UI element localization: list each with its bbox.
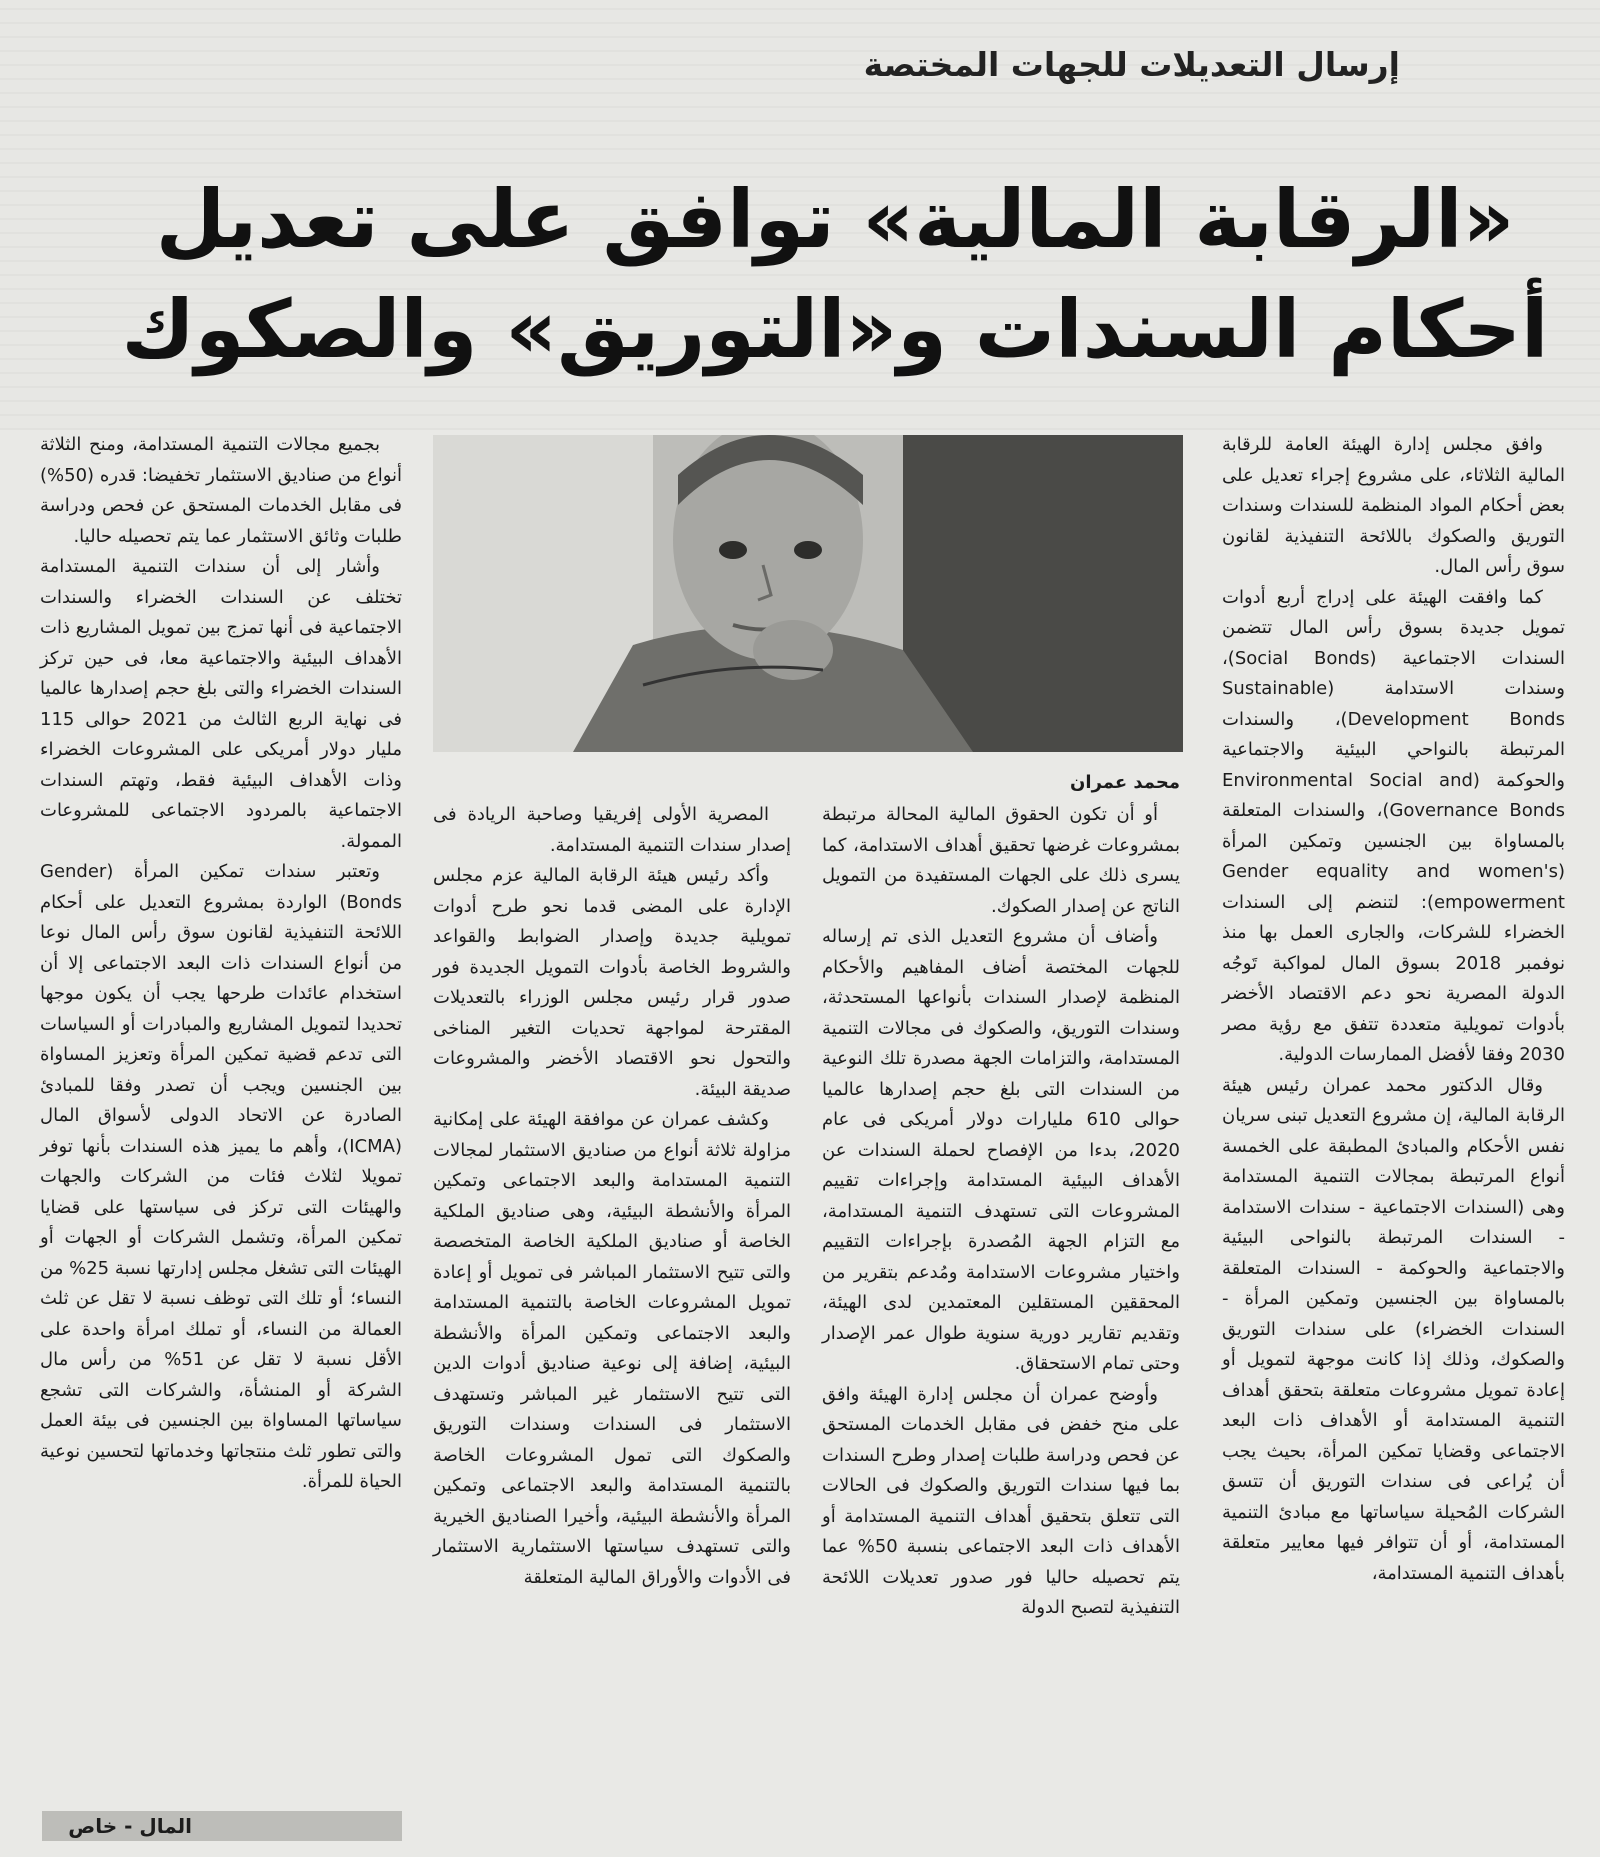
paragraph: وتعتبر سندات تمكين المرأة (Gender Bonds) الواردة بمشروع التعديل على أحكام اللائحة التنفيذية لقانون سوق رأس المال نوعا من أنواع السندات ذات البعد الاجتماعى إلا أن استخدام عائدات طرحها يجب أن يكون موجها تحديدا لتمويل المشاريع والمبادرات أو السياسات التى تدعم قضية تمكين المرأة وتعزيز المساواة بين الجنسين ويجب أن تصدر وفقا للمبادئ الصادرة عن الاتحاد الدولى لأسواق المال (ICMA)، وأهم ما يميز هذه السندات بأنها توفر تمويلا لثلاث فئات من الشركات والجهات والهيئات التى تركز فى سياستها على قضايا تمكين المرأة، وتشمل الشركات أو الجهات أو الهيئات التى تشغل مجلس إدارتها نسبة 25% من النساء؛ أو تلك التى توظف نسبة لا تقل عن ثلث العمالة من النساء، أو تملك امرأة واحدة على الأقل نسبة لا تقل عن 51% من رأس مال الشركة أو المنشأة، والشركات التى تشجع سياساتها المساواة بين الجنسين فى بيئة العمل والتى تطور ثلث منتجاتها وخدماتها لتحسين نوعية الحياة للمرأة. <box>40 861 403 1492</box>
source-tag <box>42 1811 402 1841</box>
paragraph: أو أن تكون الحقوق المالية المحالة مرتبطة بمشروعات غرضها تحقيق أهداف الاستدامة، كما يسرى ذلك على الجهات المستفيدة من التمويل الناتج عن إصدار الصكوك. <box>822 804 1180 917</box>
article-kicker: إرسال التعديلات للجهات المختصة <box>863 45 1400 84</box>
portrait-illustration <box>433 435 1183 752</box>
paragraph: وأشار إلى أن سندات التنمية المستدامة تختلف عن السندات الخضراء والسندات الاجتماعية فى أنها تمزج بين تمويل المشاريع ذات الأهداف البيئية والاجتماعية معا، فى حين تركز السندات الخضراء والتى بلغ حجم إصدارها عالميا فى نهاية الربع الثالث من 2021 حوالى 115 مليار دولار أمريكى على المشروعات الخضراء وذات الأهداف البيئية فقط، وتهتم السندات الاجتماعية بالمردود الاجتماعى للمشروعات الممولة. <box>40 556 403 852</box>
paragraph: المصرية الأولى إفريقيا وصاحبة الريادة فى إصدار سندات التنمية المستدامة. <box>433 804 791 856</box>
paragraph: وكشف عمران عن موافقة الهيئة على إمكانية مزاولة ثلاثة أنواع من صناديق الاستثمار لمجالات التنمية المستدامة والبعد الاجتماعى وتمكين المرأة والأنشطة البيئية، وهى صناديق الملكية الخاصة أو صناديق الملكية الخاصة المتخصصة والتى تتيح الاستثمار المباشر فى تمويل أو إعادة تمويل المشروعات الخاصة بالتنمية المستدامة والبعد الاجتماعى وتمكين المرأة والأنشطة البيئية، إضافة إلى نوعية صناديق أدوات الدين التى تتيح الاستثمار غير المباشر وتستهدف الاستثمار فى السندات وسندات التوريق والصكوك التى تمول المشروعات الخاصة بالتنمية المستدامة والبعد الاجتماعى وتمكين المرأة والأنشطة البيئية، وأخيرا الصناديق الخيرية والتى تستهدف سياستها الاستثمارية الاستثمار فى الأدوات والأوراق المالية المتعلقة <box>433 1109 791 1588</box>
paragraph: وقال الدكتور محمد عمران رئيس هيئة الرقابة المالية، إن مشروع التعديل تبنى سريان نفس الأحكام والمبادئ المطبقة على الخمسة أنواع المرتبطة بمجالات التنمية المستدامة وهى (السندات الاجتماعية - سندات الاستدامة - السندات المرتبطة بالنواحى البيئية والاجتماعية والحوكمة - السندات المتعلقة بالمساواة بين الجنسين وتمكين المرأة - السندات الخضراء) على سندات التوريق والصكوك، وذلك إذا كانت موجهة لتمويل أو إعادة تمويل مشروعات متعلقة بتحقق أهداف التنمية المستدامة أو الأهداف ذات البعد الاجتماعى وقضايا تمكين المرأة، بحيث يجب أن يُراعى فى سندات التوريق أن تتسق الشركات المُحيلة سياساتها مع مبادئ التنمية المستدامة، أو أن تتوافر فيها معايير متعلقة بأهداف التنمية المستدامة، <box>1222 1074 1565 1584</box>
article-column-2 <box>822 800 1180 1624</box>
paragraph: وافق مجلس إدارة الهيئة العامة للرقابة المالية الثلاثاء، على مشروع إجراء تعديل على بعض أحكام المواد المنظمة للسندات وسندات التوريق والصكوك باللائحة التنفيذية لقانون سوق رأس المال. <box>1222 434 1565 577</box>
article-column-3 <box>433 800 791 1593</box>
paragraph: وأوضح عمران أن مجلس إدارة الهيئة وافق على منح خفض فى مقابل الخدمات المستحق عن فحص ودراسة طلبات إصدار وطرح السندات بما فيها سندات التوريق والصكوك فى الحالات التى تتعلق بتحقيق أهداف التنمية المستدامة أو الأهداف ذات البعد الاجتماعى بنسبة 50% عما يتم تحصيله حاليا فور صدور تعديلات اللائحة التنفيذية لتصبح الدولة <box>822 1383 1180 1618</box>
headline-line-1: «الرقابة المالية» توافق على تعديل <box>155 173 1515 266</box>
source-tag-label: المال - خاص <box>68 1814 192 1838</box>
paragraph: كما وافقت الهيئة على إدراج أربع أدوات تمويل جديدة بسوق رأس المال تتضمن السندات الاجتماعية (Social Bonds)، وسندات الاستدامة (Sustainable Development Bonds)، والسندات المرتبطة بالنواحي البيئية والاجتماعية والحوكمة (Environmental Social and Governance Bonds)، والسندات المتعلقة بالمساواة بين الجنسين وتمكين المرأة (Gender equality and women's empowerment): لتنضم إلى السندات الخضراء للشركات، والجارى العمل بها منذ نوفمبر 2018 بسوق المال لمواكبة تَوجُه الدولة المصرية نحو دعم الاقتصاد الأخضر بأدوات تمويلية متعددة تتفق مع رؤية مصر 2030 وفقا لأفضل الممارسات الدولية. <box>1222 586 1566 1065</box>
paragraph: بجميع مجالات التنمية المستدامة، ومنح الثلاثة أنواع من صناديق الاستثمار تخفيضا: قدره (50%) فى مقابل الخدمات المستحق عن فحص ودراسة طلبات وثائق الاستثمار عما يتم تحصيله حاليا. <box>40 434 402 547</box>
headline-line-2: أحكام السندات و«التوريق» والصكوك <box>121 283 1549 376</box>
paragraph: وأكد رئيس هيئة الرقابة المالية عزم مجلس الإدارة على المضى قدما نحو طرح أدوات تمويلية جديدة وإصدار الضوابط والقواعد والشروط الخاصة بأدوات التمويل الجديدة فور صدور قرار رئيس مجلس الوزراء بالتعديلات المقترحة لمواجهة تحديات التغير المناخى والتحول نحو الاقتصاد الأخضر والمشروعات صديقة البيئة. <box>433 865 791 1100</box>
article-column-1 <box>1222 430 1565 1589</box>
article-column-4 <box>40 430 402 1498</box>
photo-caption: محمد عمران <box>1070 772 1180 793</box>
paragraph: وأضاف أن مشروع التعديل الذى تم إرساله للجهات المختصة أضاف المفاهيم والأحكام المنظمة لإصدار السندات بأنواعها المستحدثة، وسندات التوريق، والصكوك فى مجالات التنمية المستدامة، والتزامات الجهة مصدرة تلك النوعية من السندات التى بلغ حجم إصدارها عالميا حوالى 610 مليارات دولار أمريكى فى عام 2020، بدءا من الإفصاح لحملة السندات عن الأهداف البيئية المستدامة وإجراءات تقييم المشروعات التى تستهدف التنمية المستدامة، مع التزام الجهة المُصدرة بإجراءات التقييم واختيار مشروعات الاستدامة ومُدعم بتقرير من المحققين المستقلين المعتمدين لدى الهيئة، وتقديم تقارير دورية سنوية طوال عمر الإصدار وحتى تمام الاستحقاق. <box>822 926 1181 1374</box>
portrait-photo <box>433 435 1183 752</box>
article-headline <box>105 165 1565 385</box>
